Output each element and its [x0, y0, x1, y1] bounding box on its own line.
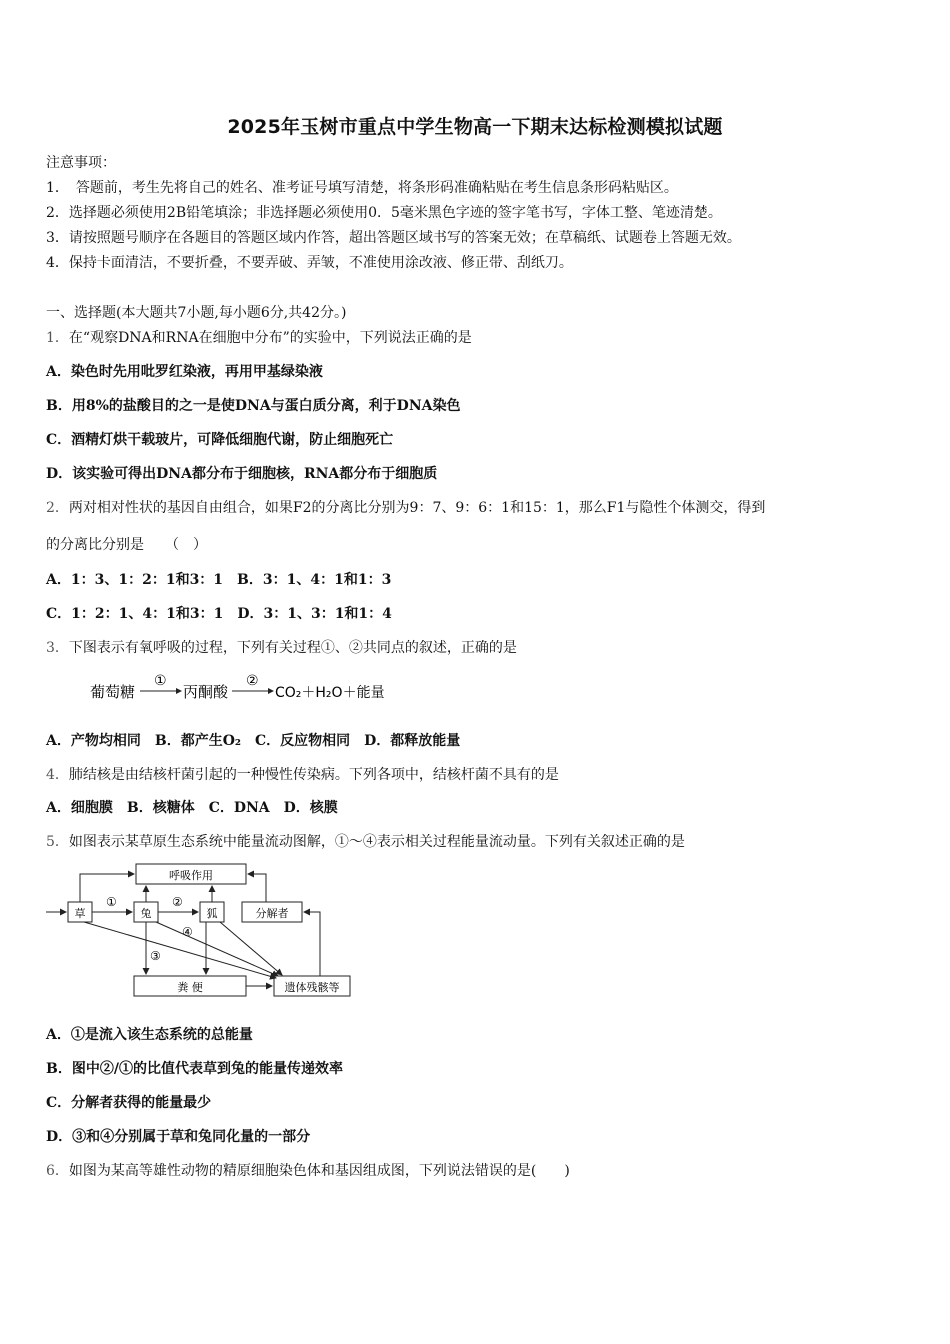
question-stem: 在“观察DNA和RNA在细胞中分布”的实验中，下列说法正确的是 [68, 330, 472, 346]
q1-option-c: C．酒精灯烘干载玻片，可降低细胞代谢，防止细胞死亡 [46, 432, 394, 448]
question-number: 5． [46, 834, 69, 850]
question-number: 1． [46, 330, 69, 346]
q3-options: A．产物均相同 B．都产生O₂ C．反应物相同 D．都释放能量 [46, 733, 461, 749]
question-3 [46, 637, 517, 657]
step-1-label: ① [154, 673, 167, 689]
question-2-continued: 的分离比分别是 （ ） [46, 537, 207, 553]
feces-label: 粪 便 [177, 981, 203, 994]
question-stem: 下图表示有氧呼吸的过程，下列有关过程①、②共同点的叙述，正确的是 [68, 640, 517, 656]
q4-options: A．细胞膜 B．核糖体 C．DNA D．核膜 [46, 800, 338, 816]
notice-heading: 注意事项： [46, 155, 116, 171]
flow-3-label: ③ [150, 949, 161, 963]
remains-label: 遗体残骸等 [284, 981, 340, 994]
notice-item-3: 3．请按照题号顺序在各题目的答题区域内作答，超出答题区域书写的答案无效；在草稿纸、试题卷上答题无效。 [46, 230, 741, 246]
question-2 [46, 497, 765, 517]
pyruvate-label: 丙酮酸 [183, 683, 229, 701]
q5-option-c: C．分解者获得的能量最少 [46, 1095, 212, 1111]
question-5 [46, 831, 685, 851]
products-label: CO₂＋H₂O＋能量 [275, 685, 385, 701]
decomposer-label: 分解者 [255, 907, 289, 920]
section-heading: 一、选择题(本大题共7小题,每小题6分,共42分。) [46, 305, 347, 321]
q5-option-b: B．图中②/①的比值代表草到兔的能量传递效率 [46, 1061, 343, 1077]
arrow-head [176, 688, 182, 694]
question-6 [46, 1160, 570, 1180]
q1-option-a: A．染色时先用吡罗红染液，再用甲基绿染液 [46, 364, 323, 380]
grass-label: 草 [74, 907, 86, 920]
rabbit-label: 兔 [140, 907, 152, 920]
question-stem: 如图为某高等雄性动物的精原细胞染色体和基因组成图，下列说法错误的是( ) [68, 1163, 570, 1179]
glucose-label: 葡萄糖 [90, 683, 136, 701]
q2-options-cd: C．1：2：1、4：1和3：1 D．3：1、3：1和1：4 [46, 606, 392, 622]
notice-item-2: 2．选择题必须使用2B铅笔填涂；非选择题必须使用0．5毫米黑色字迹的签字笔书写，字体工整、笔迹清楚。 [46, 205, 722, 221]
energy-flow-diagram [44, 858, 364, 1003]
question-number: 6． [46, 1163, 69, 1179]
notice-item-4: 4．保持卡面清洁，不要折叠，不要弄破、弄皱，不准使用涂改液、修正带、刮纸刀。 [46, 255, 573, 271]
flow-2-label: ② [172, 895, 183, 909]
respiration-label: 呼吸作用 [169, 869, 213, 882]
q5-option-a: A．①是流入该生态系统的总能量 [46, 1027, 253, 1043]
q1-option-b: B．用8%的盐酸目的之一是使DNA与蛋白质分离，利于DNA染色 [46, 398, 461, 414]
q2-options-ab: A．1：3、1：2：1和3：1 B．3：1、4：1和1：3 [46, 572, 392, 588]
question-stem: 肺结核是由结核杆菌引起的一种慢性传染病。下列各项中，结核杆菌不具有的是 [68, 767, 559, 783]
aerobic-respiration-diagram [88, 670, 408, 710]
question-number: 3． [46, 640, 69, 656]
arrow-head [268, 688, 274, 694]
question-number: 4． [46, 767, 69, 783]
question-4 [46, 764, 559, 784]
question-stem: 两对相对性状的基因自由组合，如果F2的分离比分别为9：7、9：6：1和15：1，那么F1与隐性个体测交，得到 [68, 500, 766, 516]
fox-label: 狐 [206, 907, 218, 920]
question-number: 2． [46, 500, 69, 516]
page-title: 2025年玉树市重点中学生物高一下期末达标检测模拟试题 [227, 116, 723, 138]
flow-4-label: ④ [182, 925, 193, 939]
notice-item-1: 1． 答题前，考生先将自己的姓名、准考证号填写清楚，将条形码准确粘贴在考生信息条形码粘贴区。 [46, 180, 678, 196]
flow-1-label: ① [106, 895, 117, 909]
step-2-label: ② [246, 673, 259, 689]
question-1 [46, 327, 472, 347]
question-stem: 如图表示某草原生态系统中能量流动图解，①～④表示相关过程能量流动量。下列有关叙述正确的是 [68, 834, 685, 850]
q1-option-d: D．该实验可得出DNA都分布于细胞核，RNA都分布于细胞质 [46, 466, 438, 482]
q5-option-d: D．③和④分别属于草和兔同化量的一部分 [46, 1129, 311, 1145]
